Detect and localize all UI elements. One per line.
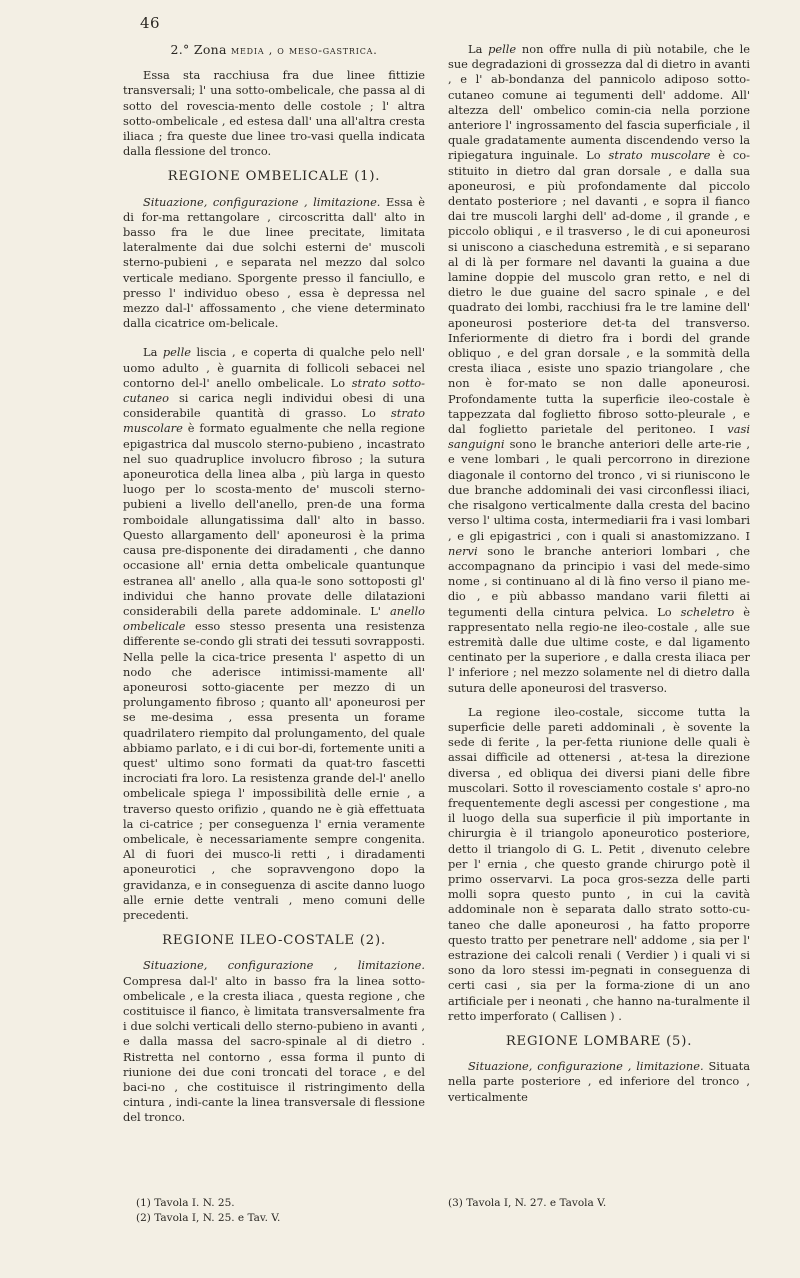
text-run: sono le branche anteriori lombari , che accompagnano da principio i vasi del mede-simo nome , si continuano al di là fino verso il piano me-dio , e più abbasso mandano varii filetti ai tegumenti della cintura pelvica. Lo — [448, 543, 750, 619]
italic-term: strato muscolare — [608, 148, 711, 163]
right-footnotes — [448, 1196, 750, 1211]
region-ombelicale-anatomy — [123, 345, 425, 923]
section-heading-rest: media , o meso-gastrica. — [231, 44, 378, 57]
right-column — [448, 42, 750, 1105]
situazione-text: Compresa dal-l' alto in basso fra la linea sotto-ombelicale , e la cresta iliaca , questa regione , che costituisce il fianco, è limitata transversalmente fra i due solchi verticali dello sterno-pubieno in avanti , e dalla massa del sacro-spinale al di dietro . Ristretta nel contorno , essa forma il punto di riunione dei due coni troncati del torace , e del baci-no , che costituisce il ristringimento della cintura , indi-cante la linea transversale di flessione del tronco. — [123, 973, 425, 1125]
situazione-label: Situazione, configurazione , limitazione. — [468, 1059, 704, 1074]
footnote: (3) Tavola I, N. 27. e Tavola V. — [448, 1197, 607, 1209]
page-number: 46 — [140, 14, 161, 32]
italic-term: strato sotto-cutaneo — [123, 375, 425, 406]
situazione-text: Essa è di for-ma rettangolare , circoscritta dall' alto in basso fra le due linee precitate, limitata lateralmente dai due solchi esterni de' muscoli sterno-pubieni , e separata nel mezzo dal solco verticale mediano. Sporgente presso il fanciullo, e presso l' individuo obeso , essa è depressa nel mezzo dal-l' affossamento , che viene determinato dalla cicatrice om-belicale. — [123, 194, 426, 331]
text-run: sono le branche anteriori delle arte-rie , e vene lombari , le quali percorrono in direzione diagonale il contorno del tronco , vi si riuniscono le due branche addominali dei vasi circonflessi iliaci, che risalgono verticalmente dalla cresta del bacino verso l' ultima costa, intermediarii fra i vasi lombari , e gli epigastrici , con i quali si anastomizzano. I — [448, 437, 750, 543]
text-run: si carica negli individui obesi di una considerabile quantità di grasso. Lo — [123, 391, 425, 421]
ileo-costale-anatomy — [448, 42, 750, 696]
text-run: è co-stituito in dietro dal gran dorsale , e dalla sua aponeurosi, e più profondamente dal piccolo dentato posteriore ; nel davanti , e sopra il fianco dai tre muscoli larghi dell' ad-dome , il grande , e piccolo obliqui , e il trasverso , le di cui aponeurosi si uniscono a ciascheduna estremità , e si separano al di là per formare nel davanti la guaina a due lamine doppie del muscolo gran retto, e nel di dietro le due guaine del sacro spinale , e del quadrato dei lombi, racchiusi fra le tre lamine dell' aponeurosi posteriore det-ta del transverso. Inferiormente di dietro fra i bordi del grande obliquo , e del gran dorsale , e la sommità della cresta iliaca , esiste uno spazio triangolare , che non è for-mato se non dalle aponeurosi. Profondamente tutta la superficie ileo-costale è tappezzata dal foglietto fibroso sotto-pleurale , e dal foglietto parietale del peritoneo. I — [448, 148, 750, 437]
italic-term: nervi — [448, 543, 478, 558]
italic-term: pelle — [162, 345, 191, 360]
situazione-label: Situazione, configurazione , limitazione. — [143, 194, 381, 209]
region-lombare-situazione — [448, 1059, 750, 1105]
region-lombare-title: REGIONE LOMBARE (5). — [505, 1034, 693, 1049]
situazione-label: Situazione, configurazione , limitazione. — [143, 958, 425, 973]
italic-term: scheletro — [680, 604, 735, 619]
left-column — [123, 42, 425, 1126]
ileo-costale-surgery: La regione ileo-costale, siccome tutta la superficie delle pareti addominali , è sovente la sede di ferite , la per-fetta riunione delle quali è assai difficile ad ottenersi , at-tesa la direzione diversa , ed obliqua dei diversi piani delle fibre muscolari. Sotto il rovesciamento costale s' apro-no frequentemente degli ascessi per congestione , ma il luogo della sua superficie il più importante in chirurgia è il triangolo aponeurotico posteriore, detto il triangolo di G. L. Petit , divenuto celebre per l' ernia , che questo grande chirurgo potè il primo osservarvi. La poca gros-sezza delle parti molli sopra questo punto , in cui la cavità addominale non è separata dallo strato sotto-cu-taneo che dalle aponeurosi , ha fatto proporre questo tratto per penetrare nell' addome , sia per l' estrazione dei calcoli renali ( Verdier ) i quali vi si sono da loro stessi im-pegnati in conseguenza di certi casi , sia per la forma-zione di un ano artificiale per i neonati , che hanno na-turalmente il retto imperforato ( Callisen ) . — [448, 704, 750, 1023]
region-ombelicale-situazione — [123, 195, 425, 332]
text-run: è formato egualmente che nella regione epigastrica dal muscolo sterno-pubieno , incastrato nel suo quadruplice involucro fibroso ; la sutura aponeurotica della linea alba , più larga in questo luogo per lo scosta-mento de' muscoli sterno-pubieni a livello dell'anello, pren-de una forma romboidale allungatissima dall' alto in basso. Questo allargamento dell' aponeurosi è la prima causa pre-disponente dei diradamenti , che danno occasione all' ernia detta ombelicale quantunque estranea all' anello , alla qua-le sono sottoposti gl' individui che hanno provate delle dilatazioni considerabili della parete addominale. L' — [123, 421, 425, 618]
situazione-text: Situata nella parte posteriore , ed inferiore del tronco , verticalmente — [448, 1059, 750, 1104]
region-ileo-costale-title: REGIONE ILEO-COSTALE (2). — [162, 933, 386, 949]
region-ileo-costale-situazione — [123, 958, 425, 1125]
zone-intro-paragraph: Essa sta racchiusa fra due linee fittizie transversali; l' una sotto-ombelicale, che passa al di sotto del rovescia-mento delle costole ; l' altra sotto-ombelicale , ed estesa dall' una all'altra cresta iliaca ; fra queste due linee tro-vasi quella indicata dalla flessione del tronco. — [123, 68, 425, 159]
text-run: esso stesso presenta una resistenza differente se-condo gli strati dei tessuti sovrapposti. Nella pelle la cica-trice presenta l' aspetto di un nodo che aderisce intimissi-mamente all' aponeurosi sotto-giacente per mezzo di un prolungamento fibroso ; quanto all' aponeurosi per se me-desima , essa presenta un forame quadrilatero riempito dal prolungamento, del quale abbiamo parlato, e i di cui bor-di, fortemente uniti a quest' ultimo sono formati da quat-tro fascetti incrociati fra loro. La resistenza grande del-l' anello ombelicale spiega l' impossibilità delle ernie , a traverso questo orifizio , quando ne è già effettuata la ci-catrice ; per conseguenza l' ernia veramente ombelicale, è necessariamente sempre congenita. Al di fuori dei musco-li retti , i diradamenti aponeurotici , che sopravvengono dopo la gravidanza, e in conseguenza di ascite danno luogo alle ernie dette ventrali , meno comuni delle precedenti. — [123, 619, 425, 922]
italic-term: anello ombelicale — [123, 603, 425, 634]
text-run: La — [468, 42, 489, 56]
footnote: (2) Tavola I, N. 25. e Tav. V. — [136, 1212, 281, 1224]
italic-term: strato muscolare — [123, 406, 425, 436]
italic-term: pelle — [488, 42, 517, 56]
italic-term: vasi sanguigni — [448, 422, 750, 452]
text-run: La — [143, 345, 163, 360]
section-heading-lead: 2.° Zona — [170, 42, 227, 57]
text-run: liscia , e coperta di qualche pelo nell' uomo adulto , è guarnita di follicoli sebacei nel contorno del-l' anello ombelicale. Lo — [123, 345, 425, 390]
region-ombelicale-title: REGIONE OMBELICALE (1). — [167, 169, 381, 185]
footnote: (1) Tavola I. N. 25. — [136, 1197, 235, 1209]
section-heading — [123, 42, 425, 58]
left-footnotes — [136, 1196, 438, 1226]
text-run: è rappresentato nella regio-ne ileo-costale , alle sue estremità dalle due ultime coste, e dal ligamento centinato per la superiore , e dalla cresta iliaca per l' inferiore ; nel mezzo solamente nel di dietro dalla sutura delle aponeurosi del trasverso. — [448, 604, 750, 695]
text-run: non offre nulla di più notabile, che le sue degradazioni di grossezza dal di dietro in avanti , e l' ab-bondanza del pannicolo adiposo sotto-cutaneo comune ai tegumenti dell' addome. All' altezza dell' ombelico comin-cia nella porzione anteriore l' ingrossamento del fascia superficiale , il quale gradatamente aumenta discendendo verso la ripiegatura inguinale. Lo — [448, 42, 750, 163]
